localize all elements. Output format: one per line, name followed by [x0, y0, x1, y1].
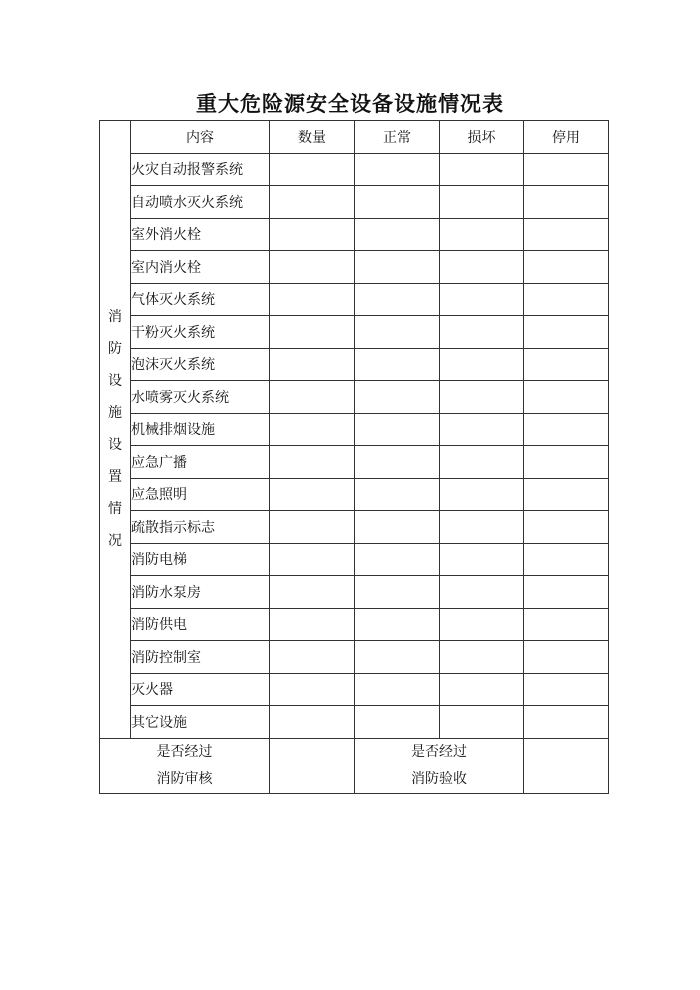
item-name: 干粉灭火系统 — [131, 316, 270, 349]
table-row — [100, 381, 609, 414]
header-normal: 正常 — [355, 121, 440, 154]
normal-cell[interactable] — [355, 186, 440, 219]
normal-cell[interactable] — [355, 381, 440, 414]
normal-cell[interactable] — [355, 218, 440, 251]
item-name: 消防电梯 — [131, 543, 270, 576]
damaged-cell[interactable] — [440, 673, 524, 706]
disabled-cell[interactable] — [524, 608, 609, 641]
table-row — [100, 543, 609, 576]
review-value-cell[interactable] — [270, 738, 355, 793]
item-name: 应急广播 — [131, 446, 270, 479]
quantity-cell[interactable] — [270, 543, 355, 576]
quantity-cell[interactable] — [270, 348, 355, 381]
damaged-cell[interactable] — [440, 153, 524, 186]
damaged-cell[interactable] — [440, 478, 524, 511]
normal-cell[interactable] — [355, 251, 440, 284]
item-name: 自动喷水灭火系统 — [131, 186, 270, 219]
damaged-cell[interactable] — [440, 348, 524, 381]
acceptance-label-line1: 是否经过 — [411, 743, 467, 760]
quantity-cell[interactable] — [270, 673, 355, 706]
item-name: 气体灭火系统 — [131, 283, 270, 316]
normal-cell[interactable] — [355, 543, 440, 576]
header-quantity: 数量 — [270, 121, 355, 154]
normal-cell[interactable] — [355, 316, 440, 349]
disabled-cell[interactable] — [524, 446, 609, 479]
quantity-cell[interactable] — [270, 186, 355, 219]
disabled-cell[interactable] — [524, 283, 609, 316]
table-row — [100, 218, 609, 251]
table-row — [100, 511, 609, 544]
item-name: 其它设施 — [131, 706, 270, 739]
normal-cell[interactable] — [355, 283, 440, 316]
disabled-cell[interactable] — [524, 576, 609, 609]
damaged-cell[interactable] — [440, 381, 524, 414]
disabled-cell[interactable] — [524, 478, 609, 511]
quantity-cell[interactable] — [270, 153, 355, 186]
normal-cell[interactable] — [355, 576, 440, 609]
header-damaged: 损坏 — [440, 121, 524, 154]
item-name: 火灾自动报警系统 — [131, 153, 270, 186]
review-label-line1: 是否经过 — [156, 743, 213, 760]
item-name: 疏散指示标志 — [131, 511, 270, 544]
table-row — [100, 576, 609, 609]
normal-cell[interactable] — [355, 641, 440, 674]
damaged-cell[interactable] — [440, 511, 524, 544]
item-name: 灭火器 — [131, 673, 270, 706]
table-row — [100, 706, 609, 739]
disabled-cell[interactable] — [524, 251, 609, 284]
header-content: 内容 — [131, 121, 270, 154]
quantity-cell[interactable] — [270, 251, 355, 284]
acceptance-label-cell — [355, 738, 524, 793]
normal-cell[interactable] — [355, 673, 440, 706]
footer-row — [100, 738, 609, 793]
review-label-line2: 消防审核 — [156, 770, 213, 787]
facility-table — [99, 120, 609, 794]
normal-cell[interactable] — [355, 608, 440, 641]
quantity-cell[interactable] — [270, 316, 355, 349]
damaged-cell[interactable] — [440, 446, 524, 479]
table-row — [100, 283, 609, 316]
quantity-cell[interactable] — [270, 576, 355, 609]
damaged-cell[interactable] — [440, 641, 524, 674]
disabled-cell[interactable] — [524, 413, 609, 446]
quantity-cell[interactable] — [270, 706, 355, 739]
damaged-cell[interactable] — [440, 251, 524, 284]
quantity-cell[interactable] — [270, 446, 355, 479]
item-name: 泡沫灭火系统 — [131, 348, 270, 381]
damaged-cell[interactable] — [440, 316, 524, 349]
disabled-cell[interactable] — [524, 706, 609, 739]
table-row — [100, 186, 609, 219]
normal-cell[interactable] — [355, 446, 440, 479]
item-name: 消防供电 — [131, 608, 270, 641]
damaged-cell[interactable] — [440, 283, 524, 316]
disabled-cell[interactable] — [524, 641, 609, 674]
disabled-cell[interactable] — [524, 511, 609, 544]
item-name: 消防水泵房 — [131, 576, 270, 609]
table-body — [100, 121, 609, 794]
disabled-cell[interactable] — [524, 673, 609, 706]
quantity-cell[interactable] — [270, 381, 355, 414]
quantity-cell[interactable] — [270, 641, 355, 674]
table-row — [100, 251, 609, 284]
side-label: 消防设施设置情况 — [108, 309, 122, 550]
quantity-cell[interactable] — [270, 283, 355, 316]
normal-cell[interactable] — [355, 153, 440, 186]
table-row — [100, 446, 609, 479]
item-name: 水喷雾灭火系统 — [131, 381, 270, 414]
item-name: 机械排烟设施 — [131, 413, 270, 446]
disabled-cell[interactable] — [524, 316, 609, 349]
damaged-cell[interactable] — [440, 543, 524, 576]
normal-cell[interactable] — [355, 706, 440, 739]
quantity-cell[interactable] — [270, 511, 355, 544]
header-disabled: 停用 — [524, 121, 609, 154]
disabled-cell[interactable] — [524, 381, 609, 414]
normal-cell[interactable] — [355, 348, 440, 381]
quantity-cell[interactable] — [270, 218, 355, 251]
table-row — [100, 153, 609, 186]
page-title: 重大危险源安全设备设施情况表 — [196, 92, 504, 116]
table-row — [100, 316, 609, 349]
acceptance-value-cell[interactable] — [524, 738, 609, 793]
table-row — [100, 478, 609, 511]
quantity-cell[interactable] — [270, 413, 355, 446]
table-row — [100, 348, 609, 381]
damaged-cell[interactable] — [440, 186, 524, 219]
item-name: 消防控制室 — [131, 641, 270, 674]
item-name: 室内消火栓 — [131, 251, 270, 284]
disabled-cell[interactable] — [524, 543, 609, 576]
item-name: 应急照明 — [131, 478, 270, 511]
quantity-cell[interactable] — [270, 478, 355, 511]
acceptance-label-line2: 消防验收 — [411, 770, 467, 787]
disabled-cell[interactable] — [524, 153, 609, 186]
header-row — [100, 121, 609, 154]
table-row — [100, 608, 609, 641]
review-label-cell — [100, 738, 270, 793]
disabled-cell[interactable] — [524, 218, 609, 251]
damaged-cell[interactable] — [440, 218, 524, 251]
table-row — [100, 413, 609, 446]
damaged-cell[interactable] — [440, 576, 524, 609]
table-row — [100, 641, 609, 674]
disabled-cell[interactable] — [524, 186, 609, 219]
side-label-cell — [100, 121, 131, 739]
item-name: 室外消火栓 — [131, 218, 270, 251]
table-row — [100, 673, 609, 706]
normal-cell[interactable] — [355, 478, 440, 511]
damaged-cell[interactable] — [440, 608, 524, 641]
damaged-cell[interactable] — [440, 706, 524, 739]
damaged-cell[interactable] — [440, 413, 524, 446]
normal-cell[interactable] — [355, 413, 440, 446]
disabled-cell[interactable] — [524, 348, 609, 381]
quantity-cell[interactable] — [270, 608, 355, 641]
normal-cell[interactable] — [355, 511, 440, 544]
